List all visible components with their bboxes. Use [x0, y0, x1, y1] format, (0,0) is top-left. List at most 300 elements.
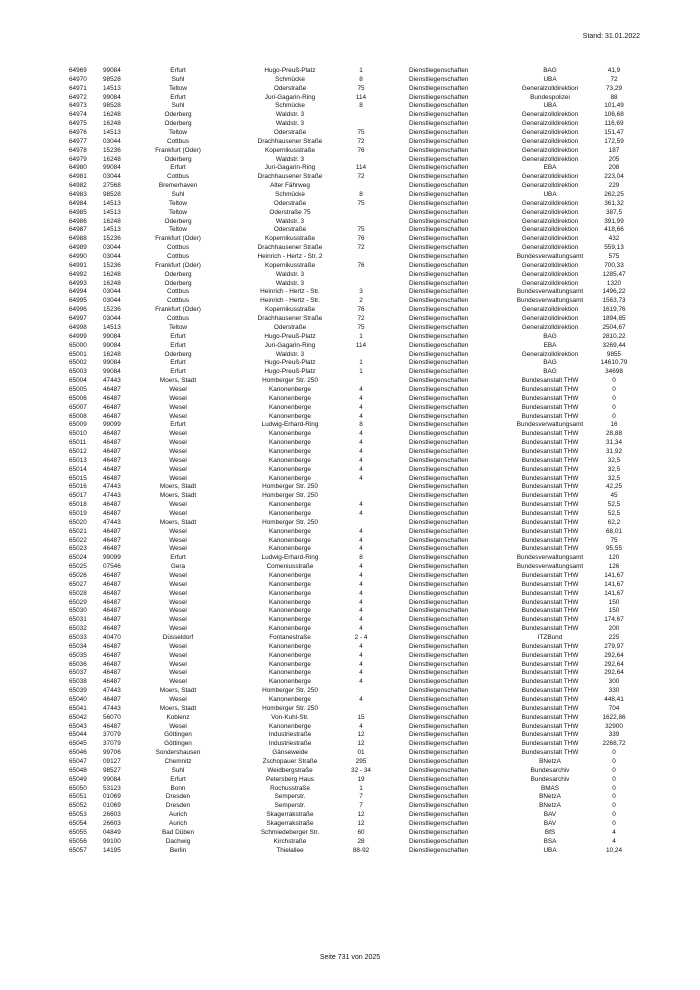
category-cell: Dienstliegenschaften — [409, 607, 469, 615]
postal-code-cell: 46487 — [103, 509, 121, 517]
row-id-cell: 64989 — [69, 244, 87, 252]
postal-code-cell: 46487 — [103, 696, 121, 704]
row-id-cell: 64996 — [69, 306, 87, 314]
category-cell: Dienstliegenschaften — [409, 775, 469, 783]
table-row: 64999 99084 Erfurt Hugo-Preuß-Platz 1 Dienstliegenschaften BAG 2810,22 — [69, 332, 626, 340]
postal-code-cell: 46487 — [103, 536, 121, 544]
row-id-cell: 65025 — [69, 563, 87, 571]
category-cell: Dienstliegenschaften — [409, 385, 469, 393]
table-row: 65042 56070 Koblenz Von-Kuhl-Str. 15 Dienstliegenschaften Bundesanstalt THW 1622,86 — [69, 713, 626, 721]
category-cell: Dienstliegenschaften — [409, 430, 469, 438]
table-row: 65027 46487 Wesel Kanonenberge 4 Dienstliegenschaften Bundesanstalt THW 141,67 — [69, 580, 624, 588]
table-row: 65016 47443 Moers, Stadt Homberger Str. 250 Dienstliegenschaften Bundesanstalt THW 42,25 — [69, 483, 622, 491]
postal-code-cell: 16248 — [103, 270, 121, 278]
table-row: 65024 99099 Erfurt Ludwig-Erhard-Ring 8 Dienstliegenschaften Bundesverwaltungsamt 120 — [69, 554, 620, 562]
table-row: 65033 40470 Düsseldorf Fontanestraße 2 - 4 Dienstliegenschaften ITZBund 225 — [69, 634, 620, 641]
category-cell: Dienstliegenschaften — [409, 642, 469, 650]
category-cell: Dienstliegenschaften — [409, 766, 469, 774]
table-row: 65019 46487 Wesel Kanonenberge 4 Dienstliegenschaften Bundesanstalt THW 52,5 — [69, 509, 621, 517]
row-id-cell: 65038 — [69, 678, 87, 686]
row-id-cell: 65024 — [69, 554, 87, 562]
table-row: 64996 15236 Frankfurt (Oder) Kopernikusstraße 76 Dienstliegenschaften Generalzolldirektion 1619,76 — [69, 306, 626, 314]
postal-code-cell: 14513 — [103, 84, 121, 92]
table-row: 65040 46487 Wesel Kanonenberge 4 Dienstliegenschaften Bundesanstalt THW 448,41 — [69, 696, 624, 704]
category-cell: Dienstliegenschaften — [409, 598, 469, 606]
row-id-cell: 64981 — [69, 173, 87, 181]
table-row: 65017 47443 Moers, Stadt Homberger Str. 250 Dienstliegenschaften Bundesanstalt THW 45 — [69, 492, 618, 500]
row-id-cell: 65029 — [69, 598, 87, 606]
category-cell: Dienstliegenschaften — [409, 270, 469, 278]
category-cell: Dienstliegenschaften — [409, 288, 469, 296]
table-row: 65052 01069 Dresden Semperstr. 7 Dienstliegenschaften BNetzA 0 — [69, 802, 616, 810]
postal-code-cell: 03044 — [103, 288, 121, 296]
date-stamp: Stand: 31.01.2022 — [582, 33, 640, 40]
category-cell: Dienstliegenschaften — [409, 306, 469, 314]
category-cell: Dienstliegenschaften — [409, 474, 469, 482]
table-row: 65050 53123 Bonn Rochusstraße 1 Dienstliegenschaften BMAS 0 — [69, 784, 616, 792]
row-id-cell: 65014 — [69, 465, 87, 473]
row-id-cell: 65003 — [69, 368, 87, 376]
row-id-cell: 65033 — [69, 634, 87, 641]
postal-code-cell: 99084 — [103, 368, 121, 376]
table-row: 64978 15236 Frankfurt (Oder) Kopernikusstraße 76 Dienstliegenschaften Generalzolldirektion 187 — [69, 146, 620, 154]
row-id-cell: 64971 — [69, 84, 87, 92]
table-row: 65007 46487 Wesel Kanonenberge 4 Dienstliegenschaften Bundesanstalt THW 0 — [69, 403, 616, 411]
category-cell: Dienstliegenschaften — [409, 155, 469, 163]
row-id-cell: 65019 — [69, 509, 87, 517]
postal-code-cell: 46487 — [103, 527, 121, 535]
postal-code-cell: 46487 — [103, 474, 121, 482]
table-row: 65035 46487 Wesel Kanonenberge 4 Dienstliegenschaften Bundesanstalt THW 292,64 — [69, 651, 624, 659]
postal-code-cell: 03044 — [103, 297, 121, 305]
category-cell: Dienstliegenschaften — [409, 571, 469, 579]
table-row: 64980 99084 Erfurt Juri-Gagarin-Ring 114 Dienstliegenschaften EBA 208 — [69, 164, 620, 172]
row-id-cell: 64987 — [69, 226, 87, 234]
category-cell: Dienstliegenschaften — [409, 509, 469, 517]
table-row: 64987 14513 Teltow Oderstraße 75 Dienstliegenschaften Generalzolldirektion 418,66 — [69, 226, 624, 234]
category-cell: Dienstliegenschaften — [409, 660, 469, 668]
row-id-cell: 65055 — [69, 828, 87, 836]
row-id-cell: 65041 — [69, 704, 87, 712]
row-id-cell: 65026 — [69, 571, 87, 579]
category-cell: Dienstliegenschaften — [409, 350, 469, 358]
category-cell: Dienstliegenschaften — [409, 120, 469, 128]
row-id-cell: 65032 — [69, 625, 87, 633]
row-id-cell: 65047 — [69, 758, 87, 766]
category-cell: Dienstliegenschaften — [409, 75, 469, 83]
postal-code-cell: 09127 — [103, 758, 121, 766]
row-id-cell: 65042 — [69, 713, 87, 721]
table-row: 65022 46487 Wesel Kanonenberge 4 Dienstliegenschaften Bundesanstalt THW 75 — [69, 536, 618, 544]
postal-code-cell: 47443 — [103, 483, 121, 491]
postal-code-cell: 16248 — [103, 111, 121, 119]
table-row: 65011 46487 Wesel Kanonenberge 4 Dienstliegenschaften Bundesanstalt THW 31,34 — [69, 439, 622, 447]
row-id-cell: 65030 — [69, 607, 87, 615]
table-row: 64979 16248 Oderberg Waldstr. 3 Dienstliegenschaften Generalzolldirektion 205 — [69, 155, 620, 163]
category-cell: Dienstliegenschaften — [409, 713, 469, 721]
postal-code-cell: 46487 — [103, 678, 121, 686]
category-cell: Dienstliegenschaften — [409, 199, 469, 207]
table-row: 65026 46487 Wesel Kanonenberge 4 Dienstliegenschaften Bundesanstalt THW 141,67 — [69, 571, 624, 579]
table-row: 65039 47443 Moers, Stadt Homberger Str. 250 Dienstliegenschaften Bundesanstalt THW 330 — [69, 687, 620, 695]
category-cell: Dienstliegenschaften — [409, 749, 469, 757]
table-row: 65013 46487 Wesel Kanonenberge 4 Dienstliegenschaften Bundesanstalt THW 32,5 — [69, 456, 621, 464]
category-cell: Dienstliegenschaften — [409, 447, 469, 455]
postal-code-cell: 99100 — [103, 837, 121, 845]
row-id-cell: 65007 — [69, 403, 87, 411]
data-table — [0, 67, 700, 855]
table-row: 65036 46487 Wesel Kanonenberge 4 Dienstliegenschaften Bundesanstalt THW 292,64 — [69, 660, 624, 668]
row-id-cell: 65011 — [69, 439, 87, 447]
table-row: 65004 47443 Moers, Stadt Homberger Str. 250 Dienstliegenschaften Bundesanstalt THW 0 — [69, 377, 616, 385]
category-cell: Dienstliegenschaften — [409, 837, 469, 845]
category-cell: Dienstliegenschaften — [409, 129, 469, 137]
category-cell: Dienstliegenschaften — [409, 279, 469, 287]
postal-code-cell: 14513 — [103, 226, 121, 234]
row-id-cell: 65039 — [69, 687, 87, 695]
category-cell: Dienstliegenschaften — [409, 580, 469, 588]
row-id-cell: 64976 — [69, 129, 87, 137]
table-row: 65037 46487 Wesel Kanonenberge 4 Dienstliegenschaften Bundesanstalt THW 292,64 — [69, 669, 624, 677]
row-id-cell: 65000 — [69, 341, 87, 349]
row-id-cell: 64969 — [69, 67, 87, 74]
table-row: 65044 37079 Göttingen Industriestraße 12 Dienstliegenschaften Bundesanstalt THW 339 — [69, 731, 620, 739]
postal-code-cell: 15236 — [103, 261, 121, 269]
table-row: 64970 98528 Suhl Schmücke 8 Dienstliegenschaften UBA 72 — [69, 75, 618, 83]
table-row: 65001 16248 Oderberg Waldstr. 3 Dienstliegenschaften Generalzolldirektion 9855 — [69, 350, 622, 358]
postal-code-cell: 46487 — [103, 625, 121, 633]
category-cell: Dienstliegenschaften — [409, 625, 469, 633]
row-id-cell: 64994 — [69, 288, 87, 296]
postal-code-cell: 98528 — [103, 102, 121, 110]
postal-code-cell: 03044 — [103, 253, 121, 261]
table-row: 65041 47443 Moers, Stadt Homberger Str. 250 Dienstliegenschaften Bundesanstalt THW 704 — [69, 704, 620, 712]
row-id-cell: 64992 — [69, 270, 87, 278]
postal-code-cell: 46487 — [103, 385, 121, 393]
category-cell: Dienstliegenschaften — [409, 439, 469, 447]
row-id-cell: 64984 — [69, 199, 87, 207]
postal-code-cell: 46487 — [103, 616, 121, 624]
table-row: 65028 46487 Wesel Kanonenberge 4 Dienstliegenschaften Bundesanstalt THW 141,67 — [69, 589, 624, 597]
category-cell: Dienstliegenschaften — [409, 518, 469, 526]
postal-code-cell: 98528 — [103, 191, 121, 199]
table-row: 65003 99084 Erfurt Hugo-Preuß-Platz 1 Dienstliegenschaften BAG 34698 — [69, 368, 623, 376]
postal-code-cell: 03044 — [103, 244, 121, 252]
category-cell: Dienstliegenschaften — [409, 793, 469, 801]
row-id-cell: 65052 — [69, 802, 87, 810]
category-cell: Dienstliegenschaften — [409, 261, 469, 269]
postal-code-cell: 46487 — [103, 722, 121, 730]
table-row: 65032 46487 Wesel Kanonenberge 4 Dienstliegenschaften Bundesanstalt THW 200 — [69, 625, 620, 633]
row-id-cell: 64978 — [69, 146, 87, 154]
postal-code-cell: 46487 — [103, 412, 121, 420]
table-row: 64994 03044 Cottbus Heinrich - Hertz - Str. 3 Dienstliegenschaften Bundesverwaltungsamt 1496,22 — [69, 288, 626, 296]
table-row: 64973 98528 Suhl Schmücke 8 Dienstliegenschaften UBA 101,49 — [69, 102, 624, 110]
table-row: 65029 46487 Wesel Kanonenberge 4 Dienstliegenschaften Bundesanstalt THW 150 — [69, 598, 620, 606]
postal-code-cell: 14513 — [103, 323, 121, 331]
row-id-cell: 65018 — [69, 501, 87, 509]
row-id-cell: 64980 — [69, 164, 87, 172]
row-id-cell: 64975 — [69, 120, 87, 128]
postal-code-cell: 46487 — [103, 660, 121, 668]
row-id-cell: 65010 — [69, 430, 87, 438]
postal-code-cell: 15236 — [103, 306, 121, 314]
postal-code-cell: 46487 — [103, 456, 121, 464]
postal-code-cell: 16248 — [103, 120, 121, 128]
table-row: 64983 98528 Suhl Schmücke 8 Dienstliegenschaften UBA 262,25 — [69, 191, 624, 199]
postal-code-cell: 46487 — [103, 651, 121, 659]
postal-code-cell: 47443 — [103, 492, 121, 500]
table-row: 65010 46487 Wesel Kanonenberge 4 Dienstliegenschaften Bundesanstalt THW 28,88 — [69, 430, 622, 438]
postal-code-cell: 46487 — [103, 571, 121, 579]
postal-code-cell: 46487 — [103, 669, 121, 677]
postal-code-cell: 07546 — [103, 563, 121, 571]
category-cell: Dienstliegenschaften — [409, 554, 469, 562]
category-cell: Dienstliegenschaften — [409, 696, 469, 704]
row-id-cell: 65036 — [69, 660, 87, 668]
row-id-cell: 65056 — [69, 837, 87, 845]
table-row: 65051 01069 Dresden Semperstr. 7 Dienstliegenschaften BNetzA 0 — [69, 793, 616, 801]
row-id-cell: 65021 — [69, 527, 87, 535]
postal-code-cell: 15236 — [103, 146, 121, 154]
postal-code-cell: 53123 — [103, 784, 121, 792]
category-cell: Dienstliegenschaften — [409, 802, 469, 810]
postal-code-cell: 47443 — [103, 704, 121, 712]
postal-code-cell: 01069 — [103, 793, 121, 801]
table-row: 64991 15236 Frankfurt (Oder) Kopernikusstraße 76 Dienstliegenschaften Generalzolldirektion 700,33 — [69, 261, 624, 269]
postal-code-cell: 16248 — [103, 350, 121, 358]
table-row: 64990 03044 Cottbus Heinrich - Hertz - Str. 2 Dienstliegenschaften Bundesverwaltungsamt 575 — [69, 253, 620, 261]
postal-code-cell: 46487 — [103, 589, 121, 597]
row-id-cell: 65028 — [69, 589, 87, 597]
postal-code-cell: 99084 — [103, 332, 121, 340]
category-cell: Dienstliegenschaften — [409, 846, 469, 854]
postal-code-cell: 16248 — [103, 279, 121, 287]
postal-code-cell: 46487 — [103, 447, 121, 455]
row-id-cell: 64970 — [69, 75, 87, 83]
category-cell: Dienstliegenschaften — [409, 226, 469, 234]
postal-code-cell: 03044 — [103, 315, 121, 323]
row-id-cell: 65017 — [69, 492, 87, 500]
category-cell: Dienstliegenschaften — [409, 616, 469, 624]
category-cell: Dienstliegenschaften — [409, 758, 469, 766]
category-cell: Dienstliegenschaften — [409, 182, 469, 190]
row-id-cell: 65049 — [69, 775, 87, 783]
category-cell: Dienstliegenschaften — [409, 146, 469, 154]
table-row: 64988 15236 Frankfurt (Oder) Kopernikusstraße 76 Dienstliegenschaften Generalzolldirektion 432 — [69, 235, 620, 243]
postal-code-cell: 15236 — [103, 235, 121, 243]
row-id-cell: 64988 — [69, 235, 87, 243]
category-cell: Dienstliegenschaften — [409, 84, 469, 92]
table-row: 65020 47443 Moers, Stadt Homberger Str. 250 Dienstliegenschaften Bundesanstalt THW 62,2 — [69, 518, 621, 526]
postal-code-cell: 46487 — [103, 598, 121, 606]
table-row: 65005 46487 Wesel Kanonenberge 4 Dienstliegenschaften Bundesanstalt THW 0 — [69, 385, 616, 393]
row-id-cell: 65013 — [69, 456, 87, 464]
category-cell: Dienstliegenschaften — [409, 235, 469, 243]
category-cell: Dienstliegenschaften — [409, 368, 469, 376]
row-id-cell: 64979 — [69, 155, 87, 163]
postal-code-cell: 14513 — [103, 208, 121, 216]
category-cell: Dienstliegenschaften — [409, 217, 469, 225]
row-id-cell: 64998 — [69, 323, 87, 331]
postal-code-cell: 99084 — [103, 359, 121, 367]
row-id-cell: 65001 — [69, 350, 87, 358]
table-row: 64984 14513 Teltow Oderstraße 75 Dienstliegenschaften Generalzolldirektion 361,32 — [69, 199, 624, 207]
category-cell: Dienstliegenschaften — [409, 315, 469, 323]
postal-code-cell: 99084 — [103, 775, 121, 783]
postal-code-cell: 98528 — [103, 75, 121, 83]
table-row: 64976 14513 Teltow Oderstraße 75 Dienstliegenschaften Generalzolldirektion 151,47 — [69, 129, 624, 137]
table-row: 64971 14513 Teltow Oderstraße 75 Dienstliegenschaften Generalzolldirektion 73,29 — [69, 84, 622, 92]
postal-code-cell: 14195 — [103, 846, 121, 854]
postal-code-cell: 47443 — [103, 377, 121, 385]
table-row: 65056 99100 Dachwig Kirchstraße 28 Dienstliegenschaften BSA 4 — [69, 837, 616, 845]
row-id-cell: 65035 — [69, 651, 87, 659]
category-cell: Dienstliegenschaften — [409, 403, 469, 411]
row-id-cell: 65020 — [69, 518, 87, 526]
category-cell: Dienstliegenschaften — [409, 456, 469, 464]
table-row: 65025 07546 Gera Comeniusstraße 4 Dienstliegenschaften Bundesverwaltungsamt 126 — [69, 563, 620, 571]
postal-code-cell: 26603 — [103, 820, 121, 828]
postal-code-cell: 56070 — [103, 713, 121, 721]
row-id-cell: 64974 — [69, 111, 87, 119]
postal-code-cell: 26603 — [103, 811, 121, 819]
table-row: 64997 03044 Cottbus Drachhausener Straße 72 Dienstliegenschaften Generalzolldirektion 1894,85 — [69, 315, 626, 323]
row-id-cell: 65004 — [69, 377, 87, 385]
row-id-cell: 64973 — [69, 102, 87, 110]
table-row: 64998 14513 Teltow Oderstraße 75 Dienstliegenschaften Generalzolldirektion 2504,67 — [69, 323, 626, 331]
table-row: 65015 46487 Wesel Kanonenberge 4 Dienstliegenschaften Bundesanstalt THW 32,5 — [69, 474, 621, 482]
category-cell: Dienstliegenschaften — [409, 244, 469, 252]
category-cell: Dienstliegenschaften — [409, 687, 469, 695]
postal-code-cell: 46487 — [103, 642, 121, 650]
table-row: 65000 99084 Erfurt Juri-Gagarin-Ring 114 Dienstliegenschaften EBA 3269,44 — [69, 341, 626, 349]
postal-code-cell: 46487 — [103, 465, 121, 473]
row-id-cell: 64972 — [69, 93, 87, 101]
row-id-cell: 65044 — [69, 731, 87, 739]
table-row: 65055 04849 Bad Düben Schmiedeberger Str. 60 Dienstliegenschaften BfS 4 — [69, 828, 616, 836]
page-number: Seite 731 von 2025 — [319, 954, 381, 961]
category-cell: Dienstliegenschaften — [409, 669, 469, 677]
category-cell: Dienstliegenschaften — [409, 492, 469, 500]
row-id-cell: 65016 — [69, 483, 87, 491]
table-row: 65002 99084 Erfurt Hugo-Preuß-Platz 1 Dienstliegenschaften BAG 14610,79 — [69, 359, 628, 367]
table-row: 65049 99084 Erfurt Petersberg Haus 19 Dienstliegenschaften Bundesarchiv 0 — [69, 775, 616, 783]
category-cell: Dienstliegenschaften — [409, 820, 469, 828]
postal-code-cell: 47443 — [103, 518, 121, 526]
table-row: 64981 03044 Cottbus Drachhausener Straße 72 Dienstliegenschaften Generalzolldirektion 223,04 — [69, 173, 624, 181]
postal-code-cell: 99084 — [103, 93, 121, 101]
postal-code-cell: 99099 — [103, 554, 121, 562]
table-row: 65012 46487 Wesel Kanonenberge 4 Dienstliegenschaften Bundesanstalt THW 31,92 — [69, 447, 622, 455]
table-row: 65046 99706 Sondershausen Gänseweide 01 Dienstliegenschaften Bundesanstalt THW 0 — [69, 749, 616, 757]
row-id-cell: 65037 — [69, 669, 87, 677]
table-row: 65045 37079 Göttingen Industriestraße 12 Dienstliegenschaften Bundesanstalt THW 2268,72 — [69, 740, 626, 748]
row-id-cell: 64986 — [69, 217, 87, 225]
category-cell: Dienstliegenschaften — [409, 483, 469, 491]
table-row: 64972 99084 Erfurt Juri-Gagarin-Ring 114 Dienstliegenschaften Bundespolizei 88 — [69, 93, 618, 101]
row-id-cell: 65034 — [69, 642, 87, 650]
row-id-cell: 64999 — [69, 332, 87, 340]
postal-code-cell: 46487 — [103, 403, 121, 411]
table-row: 65054 26603 Aurich Skagerrakstraße 12 Dienstliegenschaften BAV 0 — [69, 820, 616, 828]
table-row: 64989 03044 Cottbus Drachhausener Straße 72 Dienstliegenschaften Generalzolldirektion 559,13 — [69, 244, 624, 252]
category-cell: Dienstliegenschaften — [409, 678, 469, 686]
table-row: 65008 46487 Wesel Kanonenberge 4 Dienstliegenschaften Bundesanstalt THW 0 — [69, 412, 616, 420]
row-id-cell: 64991 — [69, 261, 87, 269]
category-cell: Dienstliegenschaften — [409, 412, 469, 420]
postal-code-cell: 40470 — [103, 634, 121, 641]
row-id-cell: 65009 — [69, 421, 87, 429]
category-cell: Dienstliegenschaften — [409, 102, 469, 110]
row-id-cell: 64985 — [69, 208, 87, 216]
row-id-cell: 65027 — [69, 580, 87, 588]
row-id-cell: 65031 — [69, 616, 87, 624]
postal-code-cell: 14513 — [103, 199, 121, 207]
category-cell: Dienstliegenschaften — [409, 722, 469, 730]
row-id-cell: 64982 — [69, 182, 87, 190]
table-row: 64992 16248 Oderberg Waldstr. 3 Dienstliegenschaften Generalzolldirektion 1285,47 — [69, 270, 626, 278]
category-cell: Dienstliegenschaften — [409, 740, 469, 748]
row-id-cell: 65046 — [69, 749, 87, 757]
postal-code-cell: 99099 — [103, 421, 121, 429]
postal-code-cell: 99084 — [103, 67, 121, 74]
table-row: 64995 03044 Cottbus Heinrich - Hertz - Str. 2 Dienstliegenschaften Bundesverwaltungsamt 1563,73 — [69, 297, 626, 305]
row-id-cell: 64993 — [69, 279, 87, 287]
category-cell: Dienstliegenschaften — [409, 111, 469, 119]
category-cell: Dienstliegenschaften — [409, 332, 469, 340]
postal-code-cell: 37079 — [103, 731, 121, 739]
postal-code-cell: 03044 — [103, 137, 121, 145]
category-cell: Dienstliegenschaften — [409, 527, 469, 535]
category-cell: Dienstliegenschaften — [409, 784, 469, 792]
row-id-cell: 65043 — [69, 722, 87, 730]
category-cell: Dienstliegenschaften — [409, 811, 469, 819]
table-row: 64993 16248 Oderberg Waldstr. 3 Dienstliegenschaften Generalzolldirektion 1320 — [69, 279, 622, 287]
table-row: 65006 46487 Wesel Kanonenberge 4 Dienstliegenschaften Bundesanstalt THW 0 — [69, 394, 616, 402]
table-row: 65018 46487 Wesel Kanonenberge 4 Dienstliegenschaften Bundesanstalt THW 52,5 — [69, 501, 621, 509]
category-cell: Dienstliegenschaften — [409, 191, 469, 199]
table-row: 64986 16248 Oderberg Waldstr. 3 Dienstliegenschaften Generalzolldirektion 391,99 — [69, 217, 624, 225]
category-cell: Dienstliegenschaften — [409, 651, 469, 659]
postal-code-cell: 14513 — [103, 129, 121, 137]
category-cell: Dienstliegenschaften — [409, 501, 469, 509]
category-cell: Dienstliegenschaften — [409, 634, 469, 641]
category-cell: Dienstliegenschaften — [409, 589, 469, 597]
row-id-cell: 65005 — [69, 385, 87, 393]
category-cell: Dienstliegenschaften — [409, 704, 469, 712]
table-row: 64985 14513 Teltow Oderstraße 75 Dienstliegenschaften Generalzolldirektion 387,5 — [69, 208, 622, 216]
postal-code-cell: 99706 — [103, 749, 121, 757]
postal-code-cell: 99084 — [103, 164, 121, 172]
table-row: 65014 46487 Wesel Kanonenberge 4 Dienstliegenschaften Bundesanstalt THW 32,5 — [69, 465, 621, 473]
postal-code-cell: 46487 — [103, 501, 121, 509]
postal-code-cell: 46487 — [103, 607, 121, 615]
row-id-cell: 65045 — [69, 740, 87, 748]
table-row: 65047 09127 Chemnitz Zschopauer Straße 295 Dienstliegenschaften BNetzA 0 — [69, 758, 616, 766]
category-cell: Dienstliegenschaften — [409, 536, 469, 544]
category-cell: Dienstliegenschaften — [409, 394, 469, 402]
table-row: 64977 03044 Cottbus Drachhausener Straße 72 Dienstliegenschaften Generalzolldirektion 172,59 — [69, 137, 624, 145]
category-cell: Dienstliegenschaften — [409, 377, 469, 385]
postal-code-cell: 16248 — [103, 217, 121, 225]
category-cell: Dienstliegenschaften — [409, 421, 469, 429]
table-row: 64975 16248 Oderberg Waldstr. 3 Dienstliegenschaften Generalzolldirektion 116,69 — [69, 120, 624, 128]
postal-code-cell: 98527 — [103, 766, 121, 774]
category-cell: Dienstliegenschaften — [409, 253, 469, 261]
row-id-cell: 65051 — [69, 793, 87, 801]
table-row: 65057 14195 Berlin Thielallee 88-92 Dienstliegenschaften UBA 10,24 — [69, 846, 622, 854]
